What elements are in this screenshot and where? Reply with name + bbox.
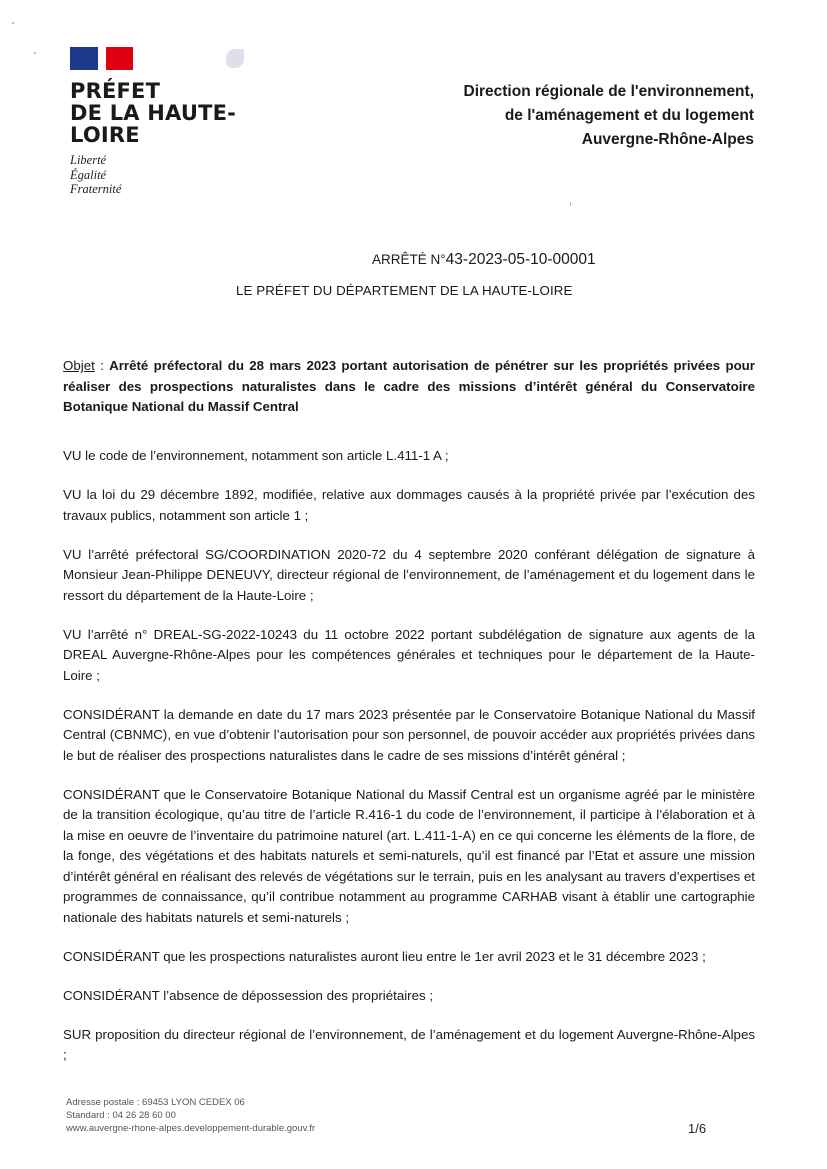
- prefecture-logo: [70, 47, 236, 197]
- scan-speck: [570, 202, 571, 206]
- visa-paragraph: VU l’arrêté préfectoral SG/COORDINATION 2020-72 du 4 septembre 2020 conférant délégation de signature à Monsieur Jean-Philippe DENEUVY, directeur régional de l’environnement, de l’aménagement et du logement dans le ressort du département de la Haute-Loire ;: [63, 546, 755, 603]
- considerant-paragraph: CONSIDÉRANT l’absence de dépossession des propriétaires ;: [63, 987, 434, 1003]
- postal-address: Adresse postale : 69453 LYON CEDEX 06: [66, 1097, 245, 1108]
- visa-paragraph: VU le code de l’environnement, notamment son article L.411-1 A ;: [63, 448, 449, 463]
- visas-considerants: [63, 446, 755, 1084]
- visa-paragraph: VU la loi du 29 décembre 1892, modifiée, relative aux dommages causés à la propriété privée par l’exécution des travaux publics, notamment son article 1 ;: [63, 487, 755, 523]
- republic-motto: Liberté Égalité Fraternité: [70, 153, 122, 196]
- visa-paragraph: VU l’arrêté n° DREAL-SG-2022-10243 du 11 octobre 2022 portant subdélégation de signature aux agents de la DREAL Auvergne-Rhône-Alpes pour les compétences générales et techniques pour le département de la Haute-Loire ;: [63, 626, 755, 683]
- issuing-direction: Direction régionale de l'environnement, de l'aménagement et du logement Auvergne-Rhône-Alpes: [463, 83, 754, 148]
- considerant-paragraph: CONSIDÉRANT que les prospections naturalistes auront lieu entre le 1er avril 2023 et le 31 décembre 2023 ;: [63, 948, 706, 964]
- prefet-heading: LE PRÉFET DU DÉPARTEMENT DE LA HAUTE-LOIRE: [236, 283, 573, 298]
- objet-section: Objet : Arrêté préfectoral du 28 mars 2023 portant autorisation de pénétrer sur les propriétés privées pour réaliser des prospections naturalistes dans le cadre des missions d’intérêt général du Conservatoire Botanique National du Massif Central: [63, 358, 755, 414]
- marianne-icon: [226, 49, 244, 68]
- page-number: 1/6: [688, 1121, 707, 1136]
- considerant-paragraph: CONSIDÉRANT la demande en date du 17 mars 2023 présentée par le Conservatoire Botanique National du Massif Central (CBNMC), en vue d’obtenir l’autorisation pour son personnel, de pouvoir accéder aux propriétés privées dans le but de réaliser des prospections naturalistes dans le cadre de ses missions d’intérêt général ;: [63, 706, 755, 763]
- proposition-paragraph: SUR proposition du directeur régional de l’environnement, de l’aménagement et du logement Auvergne-Rhône-Alpes ;: [63, 1026, 755, 1062]
- footer-contact: [66, 1097, 315, 1135]
- considerant-paragraph: CONSIDÉRANT que le Conservatoire Botanique National du Massif Central est un organisme agréé par le ministère de la transition écologique, qu’au titre de l’article R.416-1 du code de l’environnement, il participe à l’élaboration et à la mise en oeuvre de l’inventaire du patrimoine naturel (art. L.411-1-A) en ce qui concerne les éléments de la flore, de la fonge, des végétations et des habitats naturels et semi-naturels, qu’il est financé par l’Etat et assure une mission d’intérêt général en réalisant des relevés de végétations sur le terrain, puis en les analysant au travers d’expertises et programmes de connaissance, qu’il contribue notamment au programme CARHAB visant à établir une cartographie nationale des habitats naturels et semi-naturels ;: [63, 786, 755, 925]
- scan-speck: [12, 22, 14, 24]
- republique-francaise-flag-icon: [70, 47, 133, 70]
- arrete-number: ARRÊTÉ N°43-2023-05-10-00001: [372, 251, 596, 268]
- phone-number: Standard : 04 26 28 60 00: [66, 1109, 176, 1121]
- website-link[interactable]: www.auvergne-rhone-alpes.developpement-durable.gouv.fr: [66, 1122, 316, 1134]
- objet-text: Arrêté préfectoral du 28 mars 2023 portant autorisation de pénétrer sur les propriétés privées pour réaliser des prospections naturalistes dans le cadre des missions d’intérêt général du Conservatoire Botanique National du Massif Central: [63, 358, 755, 414]
- objet-label: Objet: [63, 358, 95, 373]
- scan-speck: [34, 52, 36, 54]
- logo-title: PRÉFET DE LA HAUTE- LOIRE: [70, 79, 237, 147]
